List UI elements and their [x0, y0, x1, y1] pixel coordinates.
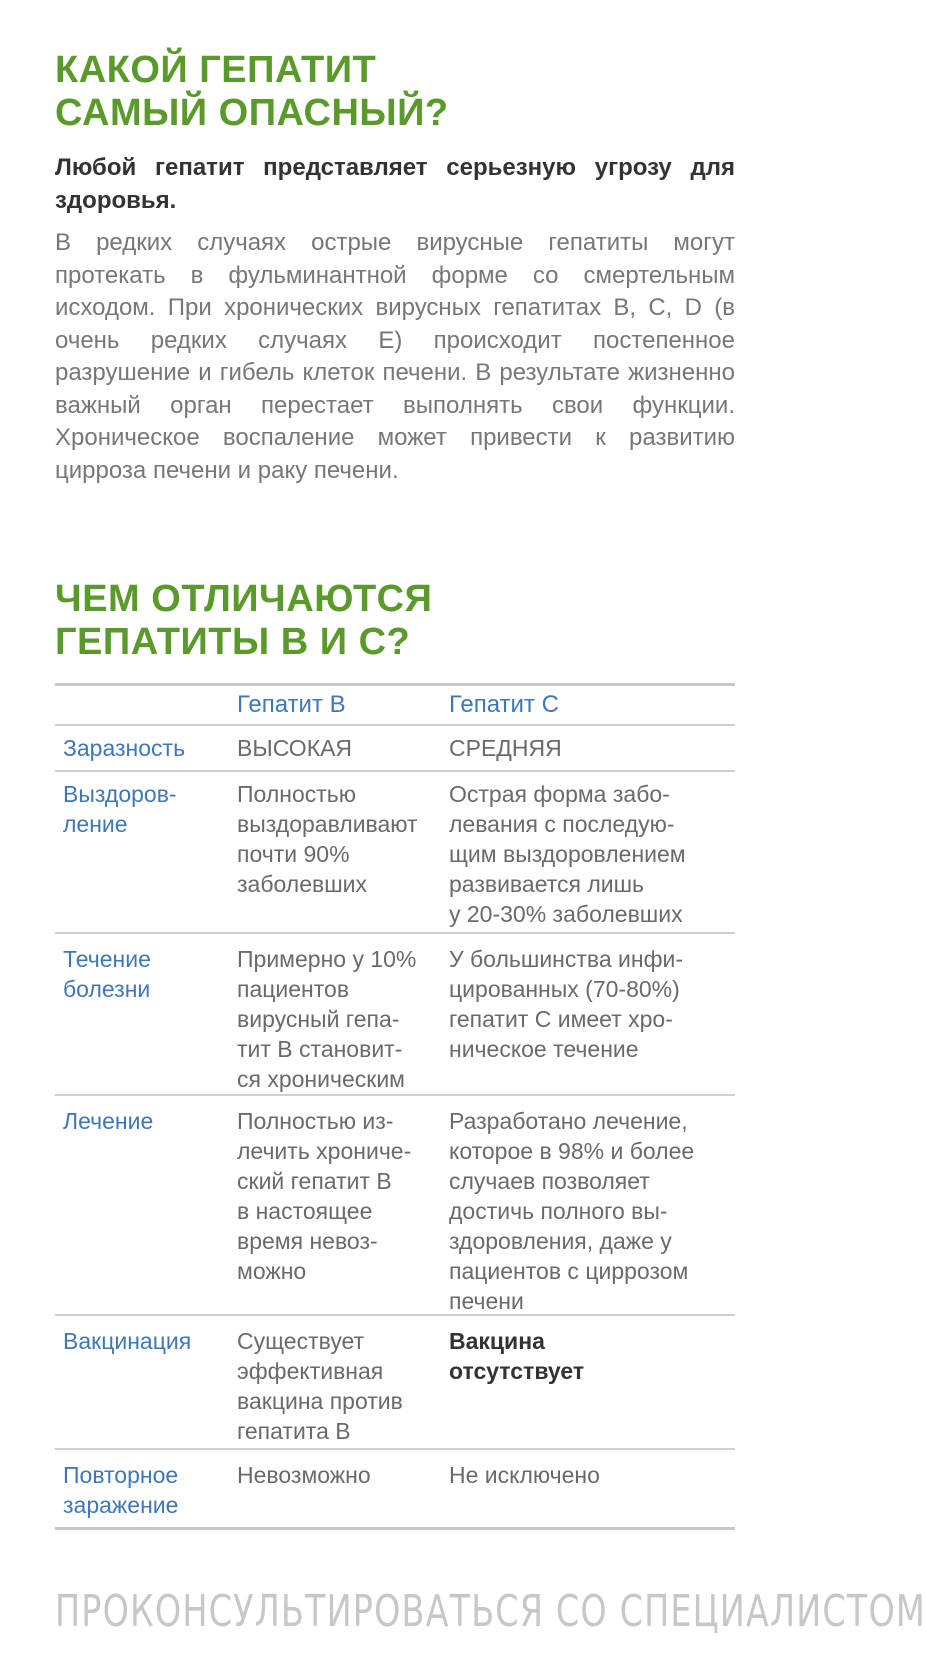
row-label-line: Течение — [63, 946, 151, 972]
row-label — [55, 1460, 237, 1527]
row-label-line: Вакцинация — [63, 1328, 192, 1354]
table-row — [55, 1450, 735, 1527]
cell-line: отсутствует — [449, 1358, 585, 1384]
cell-hepatitis-b — [237, 1326, 449, 1448]
header-hepatitis-b: Гепатит В — [237, 691, 346, 718]
table-row — [55, 726, 735, 770]
cell-line: щим выздоровлением — [449, 841, 686, 867]
header-empty — [55, 690, 237, 724]
row-label — [55, 1326, 237, 1448]
cell-line: Полностью из- — [237, 1108, 394, 1134]
cell-hepatitis-b — [237, 1460, 449, 1527]
comparison-table — [55, 683, 735, 1530]
cell-line: вирусный гепа- — [237, 1006, 400, 1032]
cell-line: можно — [237, 1258, 307, 1284]
row-label-line: ление — [63, 811, 128, 837]
cell-line: тит В становит- — [237, 1036, 403, 1062]
cell-line: почти 90% — [237, 841, 350, 867]
cell-line: которое в 98% и более — [449, 1138, 695, 1164]
row-label-line: Лечение — [63, 1108, 154, 1134]
cell-line: заболевших — [237, 871, 368, 897]
cell-line: ся хроническим — [237, 1066, 405, 1092]
cell-line: ский гепатит В — [237, 1168, 392, 1194]
row-label — [55, 779, 237, 932]
table-row — [55, 1316, 735, 1448]
title-line: КАКОЙ ГЕПАТИТ — [55, 49, 377, 91]
table-header-row — [55, 686, 735, 724]
cell-hepatitis-c — [449, 1460, 735, 1527]
cell-hepatitis-b — [237, 944, 449, 1094]
cell-line: выздоравливают — [237, 811, 418, 837]
section-title-most-dangerous — [55, 49, 449, 135]
cell-line: вакцина против — [237, 1388, 403, 1414]
cell-line: гепатит С имеет хро- — [449, 1006, 673, 1032]
cell-line: У большинства инфи- — [449, 946, 684, 972]
table-row — [55, 934, 735, 1094]
cell-line: СРЕДНЯЯ — [449, 735, 562, 761]
cell-line: цированных (70-80%) — [449, 976, 680, 1002]
table-row — [55, 1096, 735, 1314]
cell-line: лечить хрониче- — [237, 1138, 412, 1164]
footer-consult-banner: ПРОКОНСУЛЬТИРОВАТЬСЯ СО СПЕЦИАЛИСТОМ — [55, 1586, 926, 1637]
cell-line: Примерно у 10% — [237, 946, 417, 972]
cell-hepatitis-b — [237, 733, 449, 770]
cell-hepatitis-c — [449, 944, 735, 1094]
row-label-line: Повторное — [63, 1462, 179, 1488]
cell-line: Вакцина — [449, 1328, 545, 1354]
cell-line: случаев позволяет — [449, 1168, 650, 1194]
cell-hepatitis-b — [237, 779, 449, 932]
row-label-line: Выздоров- — [63, 781, 177, 807]
row-label — [55, 944, 237, 1094]
row-label — [55, 1106, 237, 1314]
title-line: ЧЕМ ОТЛИЧАЮТСЯ — [55, 578, 433, 620]
cell-line: пациентов — [237, 976, 350, 1002]
cell-hepatitis-c — [449, 779, 735, 932]
cell-line: левания с последую- — [449, 811, 675, 837]
cell-hepatitis-c — [449, 1106, 735, 1314]
cell-line: ВЫСОКАЯ — [237, 735, 353, 761]
cell-line: Не исключено — [449, 1462, 600, 1488]
cell-line: у 20-30% заболевших — [449, 901, 683, 927]
title-line: САМЫЙ ОПАСНЫЙ? — [55, 92, 449, 134]
cell-line: в настоящее — [237, 1198, 373, 1224]
cell-line: Невозможно — [237, 1462, 371, 1488]
row-label-line: Заразность — [63, 735, 186, 761]
body-paragraph: В редких случаях острые вирусные гепатиты могут протекать в фульминантной форме со смертельным исходом. При хронических вирусных гепатитах B, C, D (в очень редких случаях E) происходит постепенное разрушение и гибель клеток печени. В результате жизненно важный орган перестает выполнять свои функции. Хроническое воспаление может привести к развитию цирроза печени и раку печени. — [55, 229, 735, 484]
header-hepatitis-c: Гепатит С — [449, 691, 559, 718]
table-divider — [55, 1527, 735, 1530]
title-line: ГЕПАТИТЫ B И C? — [55, 621, 411, 663]
cell-line: Полностью — [237, 781, 356, 807]
cell-hepatitis-c — [449, 733, 735, 770]
cell-line: гепатита В — [237, 1418, 351, 1444]
cell-line: достичь полного вы- — [449, 1198, 668, 1224]
cell-line: Существует — [237, 1328, 365, 1354]
cell-line: пациентов с циррозом — [449, 1258, 689, 1284]
cell-hepatitis-c — [449, 1326, 735, 1448]
cell-line: ническое течение — [449, 1036, 639, 1062]
cell-line: эффективная — [237, 1358, 384, 1384]
row-label-line: заражение — [63, 1492, 179, 1518]
lead-paragraph: Любой гепатит представляет серьезную угрозу для здоровья. — [55, 154, 735, 214]
cell-line: развивается лишь — [449, 871, 645, 897]
cell-line: время невоз- — [237, 1228, 378, 1254]
row-label — [55, 733, 237, 770]
cell-hepatitis-b — [237, 1106, 449, 1314]
row-label-line: болезни — [63, 976, 151, 1002]
cell-line: Разработано лечение, — [449, 1108, 688, 1134]
cell-line: здоровления, даже у — [449, 1228, 672, 1254]
section-title-differences — [55, 578, 432, 664]
cell-line: печени — [449, 1288, 524, 1314]
cell-line: Острая форма забо- — [449, 781, 670, 807]
table-row — [55, 772, 735, 932]
